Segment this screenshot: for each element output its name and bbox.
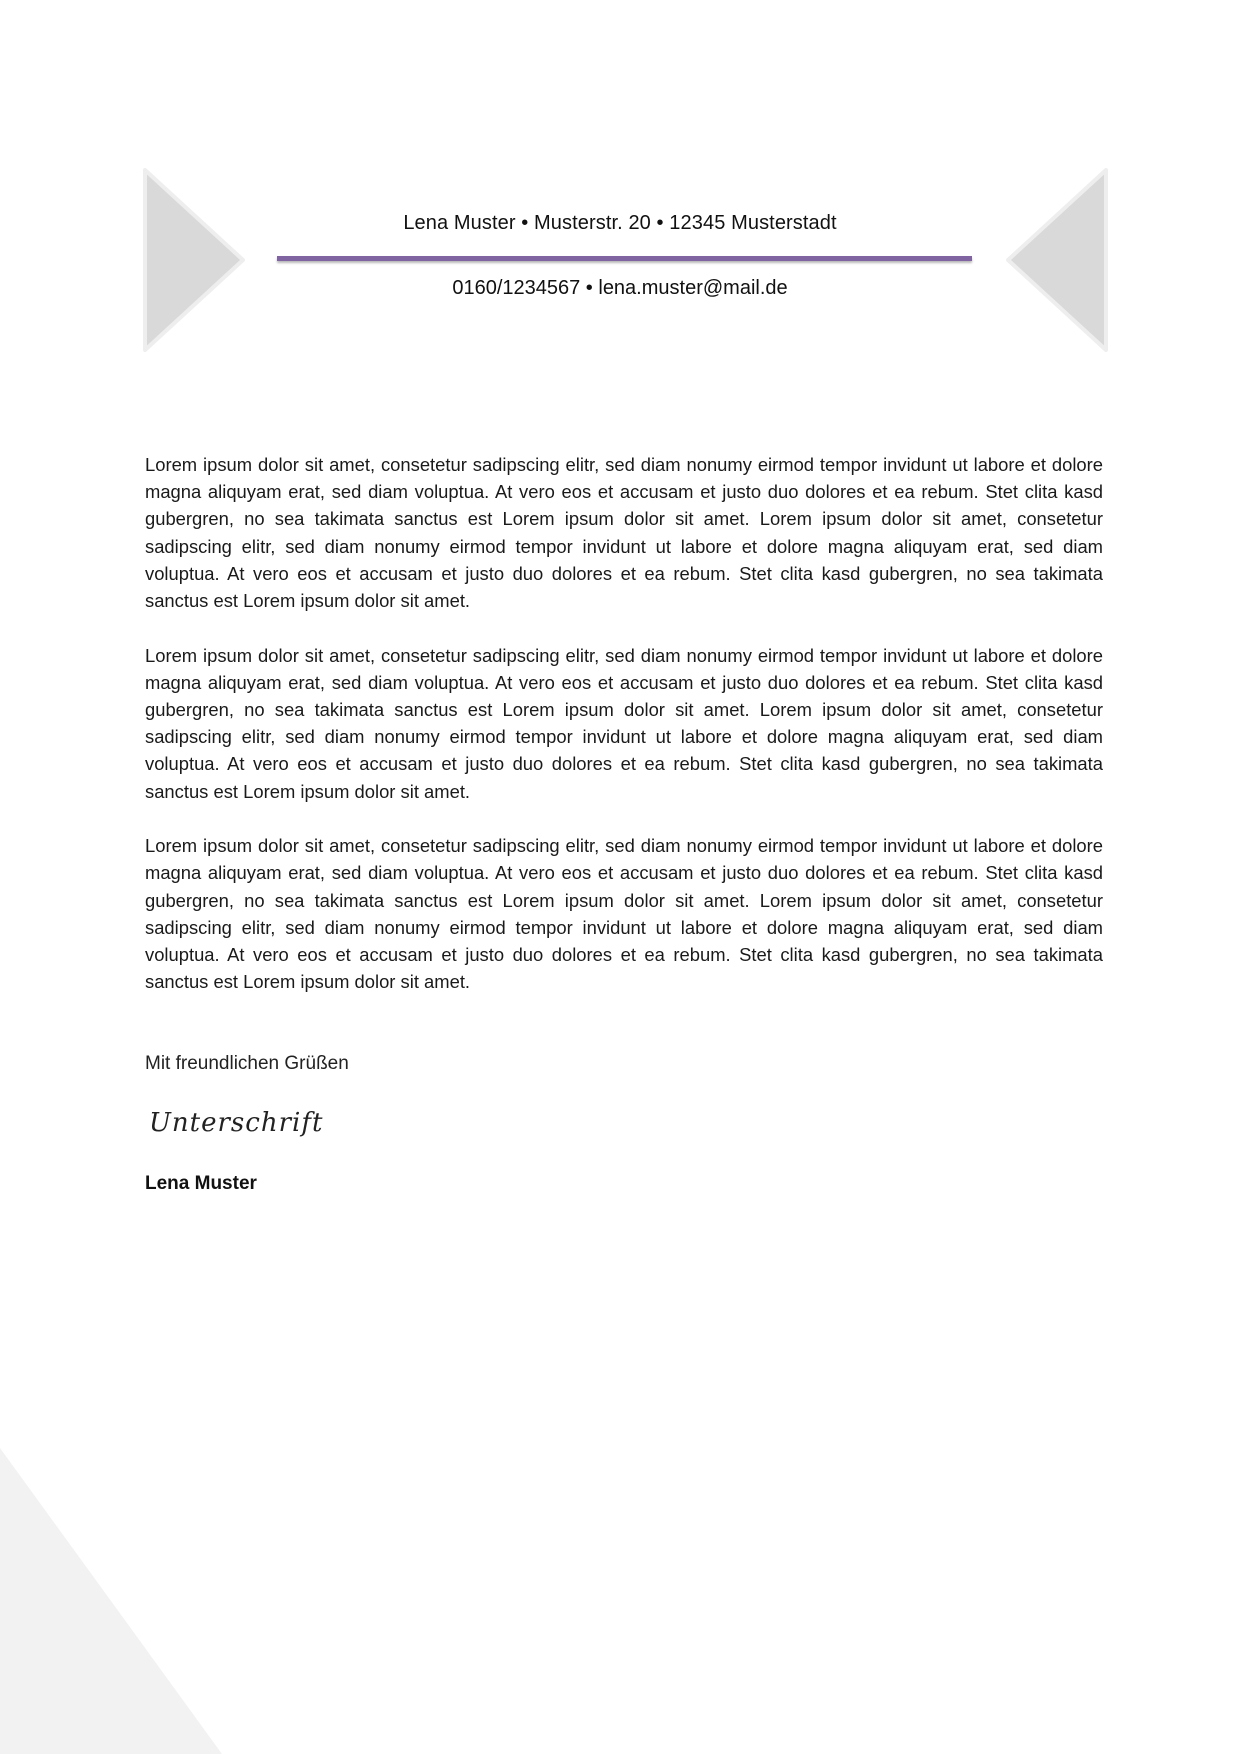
- letter-body: [145, 451, 1103, 1023]
- body-paragraph: Lorem ipsum dolor sit amet, consetetur sadipscing elitr, sed diam nonumy eirmod tempor invidunt ut labore et dolore magna aliquyam erat, sed diam voluptua. At vero eos et accusam et justo duo dolores et ea rebum. Stet clita kasd gubergren, no sea takimata sanctus est Lorem ipsum dolor sit amet. Lorem ipsum dolor sit amet, consetetur sadipscing elitr, sed diam nonumy eirmod tempor invidunt ut labore et dolore magna aliquyam erat, sed diam voluptua. At vero eos et accusam et justo duo dolores et ea rebum. Stet clita kasd gubergren, no sea takimata sanctus est Lorem ipsum dolor sit amet.: [145, 644, 1103, 802]
- signature: Unterschrift: [149, 1108, 324, 1138]
- sender-address: Lena Muster • Musterstr. 20 • 12345 Musterstadt: [403, 212, 837, 234]
- corner-triangle-icon: [0, 1448, 224, 1754]
- closing-greeting: Mit freundlichen Grüßen: [145, 1053, 349, 1074]
- header-left-triangle-icon: [143, 168, 247, 352]
- body-paragraph: Lorem ipsum dolor sit amet, consetetur sadipscing elitr, sed diam nonumy eirmod tempor invidunt ut labore et dolore magna aliquyam erat, sed diam voluptua. At vero eos et accusam et justo duo dolores et ea rebum. Stet clita kasd gubergren, no sea takimata sanctus est Lorem ipsum dolor sit amet. Lorem ipsum dolor sit amet, consetetur sadipscing elitr, sed diam nonumy eirmod tempor invidunt ut labore et dolore magna aliquyam erat, sed diam voluptua. At vero eos et accusam et justo duo dolores et ea rebum. Stet clita kasd gubergren, no sea takimata sanctus est Lorem ipsum dolor sit amet.: [145, 454, 1103, 612]
- signer-name: Lena Muster: [145, 1173, 257, 1194]
- body-paragraph: Lorem ipsum dolor sit amet, consetetur sadipscing elitr, sed diam nonumy eirmod tempor invidunt ut labore et dolore magna aliquyam erat, sed diam voluptua. At vero eos et accusam et justo duo dolores et ea rebum. Stet clita kasd gubergren, no sea takimata sanctus est Lorem ipsum dolor sit amet. Lorem ipsum dolor sit amet, consetetur sadipscing elitr, sed diam nonumy eirmod tempor invidunt ut labore et dolore magna aliquyam erat, sed diam voluptua. At vero eos et accusam et justo duo dolores et ea rebum. Stet clita kasd gubergren, no sea takimata sanctus est Lorem ipsum dolor sit amet.: [145, 835, 1103, 993]
- header-divider: [277, 256, 972, 261]
- header-right-triangle-icon: [1004, 168, 1108, 352]
- sender-contact: 0160/1234567 • lena.muster@mail.de: [452, 277, 788, 299]
